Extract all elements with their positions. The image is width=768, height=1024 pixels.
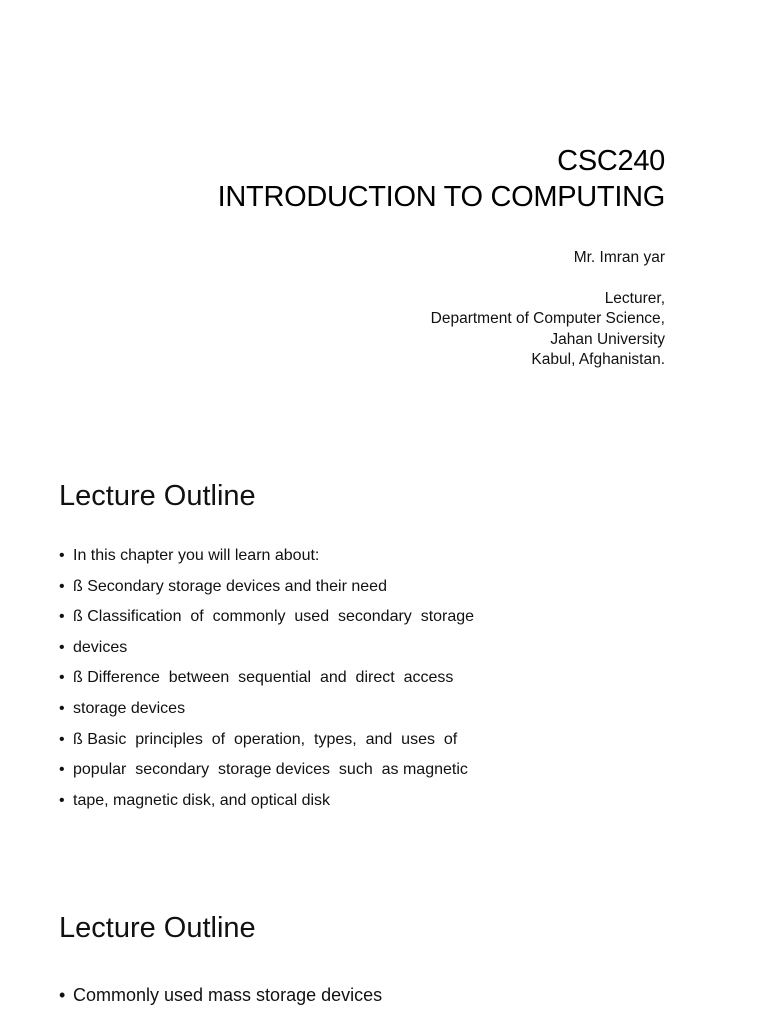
list-item (59, 758, 474, 789)
list-item (59, 605, 474, 636)
outline-slide-2 (0, 860, 768, 1024)
bullet-icon: • (59, 577, 65, 595)
bullet-icon: • (59, 761, 65, 779)
bullet-icon: • (59, 547, 65, 564)
list-item-text: Commonly used mass storage devices (73, 985, 383, 1005)
list-item (59, 666, 474, 697)
bullet-list (59, 544, 474, 819)
bullet-icon: • (59, 669, 65, 687)
list-item (59, 728, 474, 759)
list-item-text: popular secondary storage devices such as magnetic (73, 761, 468, 779)
list-item (59, 982, 382, 1008)
bullet-icon: • (59, 985, 66, 1005)
course-code: CSC240 (557, 145, 665, 177)
author-block (431, 248, 665, 371)
list-item-text: ß Difference between sequential and direct access (73, 669, 454, 687)
university: Jahan University (550, 330, 665, 348)
course-name: INTRODUCTION TO COMPUTING (217, 181, 665, 213)
list-item-text: tape, magnetic disk, and optical disk (73, 791, 331, 809)
slide-heading: Lecture Outline (59, 912, 256, 944)
list-item (59, 575, 474, 606)
bullet-icon: • (59, 608, 65, 626)
list-item-text: ß Basic principles of operation, types, and uses of (73, 730, 458, 748)
location: Kabul, Afghanistan. (531, 351, 665, 368)
list-item (59, 697, 474, 728)
slide-heading: Lecture Outline (59, 480, 256, 512)
title-block (218, 143, 665, 215)
list-item-text: ß Secondary storage devices and their need (73, 577, 387, 595)
list-item-text: In this chapter you will learn about: (73, 547, 320, 564)
list-item (59, 636, 474, 667)
bullet-icon: • (59, 791, 65, 809)
list-item (59, 544, 474, 575)
list-item-text: storage devices (73, 699, 186, 717)
instructor-role: Lecturer, (604, 289, 665, 307)
bullet-icon: • (59, 730, 65, 748)
bullet-list (59, 982, 382, 1008)
bullet-icon: • (59, 699, 65, 717)
title-slide (0, 0, 768, 450)
bullet-icon: • (59, 638, 65, 656)
list-item-text: devices (73, 638, 128, 656)
instructor-name: Mr. Imran yar (573, 249, 665, 266)
spacer (431, 269, 665, 289)
department: Department of Computer Science, (430, 310, 665, 327)
outline-slide-1 (0, 450, 768, 860)
list-item (59, 789, 474, 820)
list-item-text: ß Classification of commonly used secondary storage (73, 608, 475, 626)
